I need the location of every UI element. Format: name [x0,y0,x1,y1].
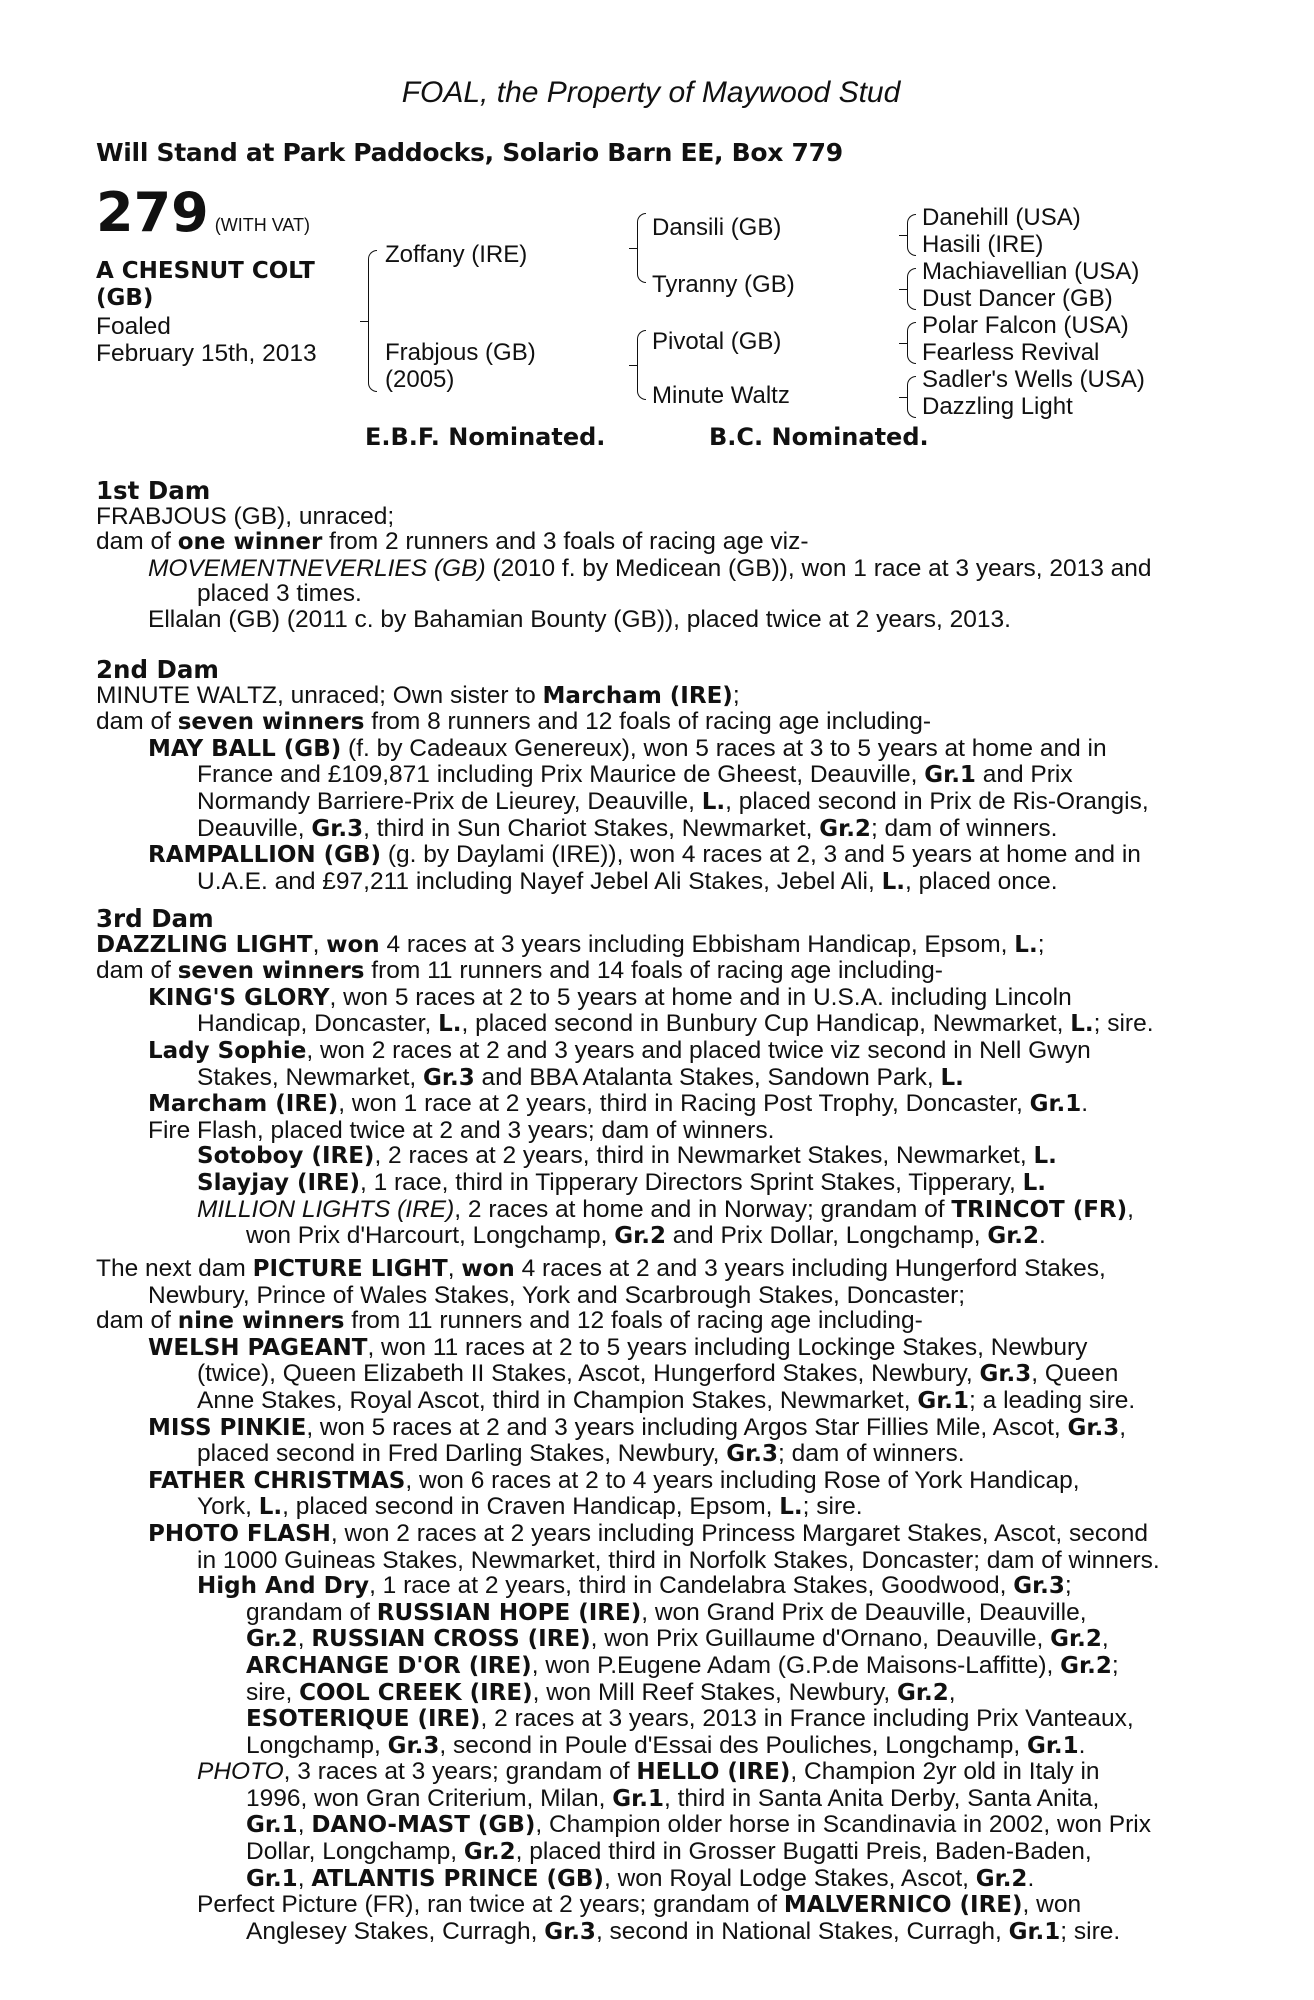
pedigree-dam-year: (2005) [385,366,455,393]
lot-num: 279 [96,181,209,244]
first-dam-section: 1st Dam FRABJOUS (GB), unraced; dam of one winner from 2 runners and 3 foals of racing age viz- MOVEMENTNEVERLIES (GB) (2010 f. by Medicean (GB)), won 1 race at 3 years, 2013 and placed 3 times. Ellalan (GB) (2011 c. by Bahamian Bounty (GB)), placed twice at 2 years, 2013. [96,478,1206,633]
ggs-brace-3 [907,322,916,364]
page-title: FOAL, the Property of Maywood Stud [401,76,901,109]
pedigree-ggs-1: Danehill (USA) [922,204,1081,231]
first-dam-heading: 1st Dam [96,476,211,505]
ggs-brace-1 [907,214,916,256]
pedigree-ggs-7: Sadler's Wells (USA) [922,366,1145,393]
third-dam-heading: 3rd Dam [96,904,214,933]
pedigree-ggs-6: Fearless Revival [922,339,1100,366]
pedigree-ggs-8: Dazzling Light [922,393,1073,420]
lot-number [96,181,311,244]
pedigree-gs1: Dansili (GB) [652,214,782,241]
second-dam-section: 2nd Dam MINUTE WALTZ, unraced; Own sister to Marcham (IRE); dam of seven winners from 8 runners and 12 foals of racing age including- MAY BALL (GB) (f. by Cadeaux Genereux), won 5 races at 3 to 5 years at home and in France and £109,871 including Prix Maurice de Gheest, Deauville, Gr.1 and Prix Normandy Barriere-Prix de Lieurey, Deauville, L., placed second in Prix de Ris-Orangis, Deauville, Gr.3, third in Sun Chariot Stakes, Newmarket, Gr.2; dam of winners. RAMPALLION (GB) (g. by Daylami (IRE)), won 4 races at 2, 3 and 5 years at home and in U.A.E. and £97,211 including Nayef Jebel Ali Stakes, Jebel Ali, L., placed once. [96,657,1206,895]
ggs-brace-2 [907,268,916,310]
third-dam-section: 3rd Dam DAZZLING LIGHT, won 4 races at 3 years including Ebbisham Handicap, Epsom, L.; dam of seven winners from 11 runners and 14 foals of racing age including- KING'S GLORY, won 5 races at 2 to 5 years at home and in U.S.A. including Lincoln Handicap, Doncaster, L., placed second in Bunbury Cup Handicap, Newmarket, L.; sire. Lady Sophie, won 2 races at 2 and 3 years and placed twice viz second in Nell Gwyn Stakes, Newmarket, Gr.3 and BBA Atalanta Stakes, Sandown Park, L. Marcham (IRE), won 1 race at 2 years, third in Racing Post Trophy, Doncaster, Gr.1. Fire Flash, placed twice at 2 and 3 years; dam of winners. Sotoboy (IRE), 2 races at 2 years, third in Newmarket Stakes, Newmarket, L. Slayjay (IRE), 1 race, third in Tipperary Directors Sprint Stakes, Tipperary, L. MILLION LIGHTS (IRE), 2 races at home and in Norway; grandam of TRINCOT (FR), won Prix d'Harcourt, Longchamp, Gr.2 and Prix Dollar, Longchamp, Gr.2. [96,906,1206,1250]
pedigree-ggs-5: Polar Falcon (USA) [922,312,1129,339]
foaled-info: Foaled February 15th, 2013 [96,313,317,367]
pedigree-ggs-2: Hasili (IRE) [922,231,1044,258]
pedigree-sire: Zoffany (IRE) [385,241,528,268]
pedigree-gd1: Pivotal (GB) [652,328,782,355]
ggs-brace-4 [907,376,916,418]
next-dam-section: The next dam PICTURE LIGHT, won 4 races at 2 and 3 years including Hungerford Stakes, Newbury, Prince of Wales Stakes, York and Scarbrough Stakes, Doncaster; dam of nine winners from 11 runners and 12 foals of racing age including- WELSH PAGEANT, won 11 races at 2 to 5 years including Lockinge Stakes, Newbury (twice), Queen Elizabeth II Stakes, Ascot, Hungerford Stakes, Newbury, Gr.3, Queen Anne Stakes, Royal Ascot, third in Champion Stakes, Newmarket, Gr.1; a leading sire. MISS PINKIE, won 5 races at 2 and 3 years including Argos Star Fillies Mile, Ascot, Gr.3, placed second in Fred Darling Stakes, Newbury, Gr.3; dam of winners. FATHER CHRISTMAS, won 6 races at 2 to 4 years including Rose of York Handicap, York, L., placed second in Craven Handicap, Epsom, L.; sire. PHOTO FLASH, won 2 races at 2 years including Princess Margaret Stakes, Ascot, second in 1000 Guineas Stakes, Newmarket, third in Norfolk Stakes, Doncaster; dam of winners. High And Dry, 1 race at 2 years, third in Candelabra Stakes, Goodwood, Gr.3; grandam of RUSSIAN HOPE (IRE), won Grand Prix de Deauville, Deauville, Gr.2, RUSSIAN CROSS (IRE), won Prix Guillaume d'Ornano, Deauville, Gr.2, ARCHANGE D'OR (IRE), won P.Eugene Adam (G.P.de Maisons-Laffitte), Gr.2; sire, COOL CREEK (IRE), won Mill Reef Stakes, Newbury, Gr.2, ESOTERIQUE (IRE), 2 races at 3 years, 2013 in France including Prix Vanteaux, Longchamp, Gr.3, second in Poule d'Essai des Pouliches, Longchamp, Gr.1. PHOTO, 3 races at 3 years; grandam of HELLO (IRE), Champion 2yr old in Italy in 1996, won Gran Criterium, Milan, Gr.1, third in Santa Anita Derby, Santa Anita, Gr.1, DANO-MAST (GB), Champion older horse in Scandinavia in 2002, won Prix Dollar, Longchamp, Gr.2, placed third in Grosser Bugatti Preis, Baden-Baden, Gr.1, ATLANTIS PRINCE (GB), won Royal Lodge Stakes, Ascot, Gr.2. Perfect Picture (FR), ran twice at 2 years; grandam of MALVERNICO (IRE), won Anglesey Stakes, Curragh, Gr.3, second in National Stakes, Curragh, Gr.1; sire. [96,1255,1160,1945]
pedigree-ggs-4: Dust Dancer (GB) [922,285,1113,312]
lot-description: A CHESNUT COLT (GB) [96,258,315,311]
sire-brace [368,250,377,392]
pedigree-ggs-3: Machiavellian (USA) [922,258,1140,285]
vat-label: (WITH VAT) [214,215,311,235]
ebf-nominated: E.B.F. Nominated. [365,423,606,451]
pedigree-gs2: Tyranny (GB) [652,271,795,298]
second-dam-heading: 2nd Dam [96,655,219,684]
gs-brace [637,213,646,283]
bc-nominated: B.C. Nominated. [709,423,929,451]
pedigree-gd2: Minute Waltz [652,382,790,409]
stand-location: Will Stand at Park Paddocks, Solario Barn EE, Box 779 [96,138,843,167]
gd-brace [637,330,646,400]
pedigree-dam: Frabjous (GB) [385,339,536,366]
